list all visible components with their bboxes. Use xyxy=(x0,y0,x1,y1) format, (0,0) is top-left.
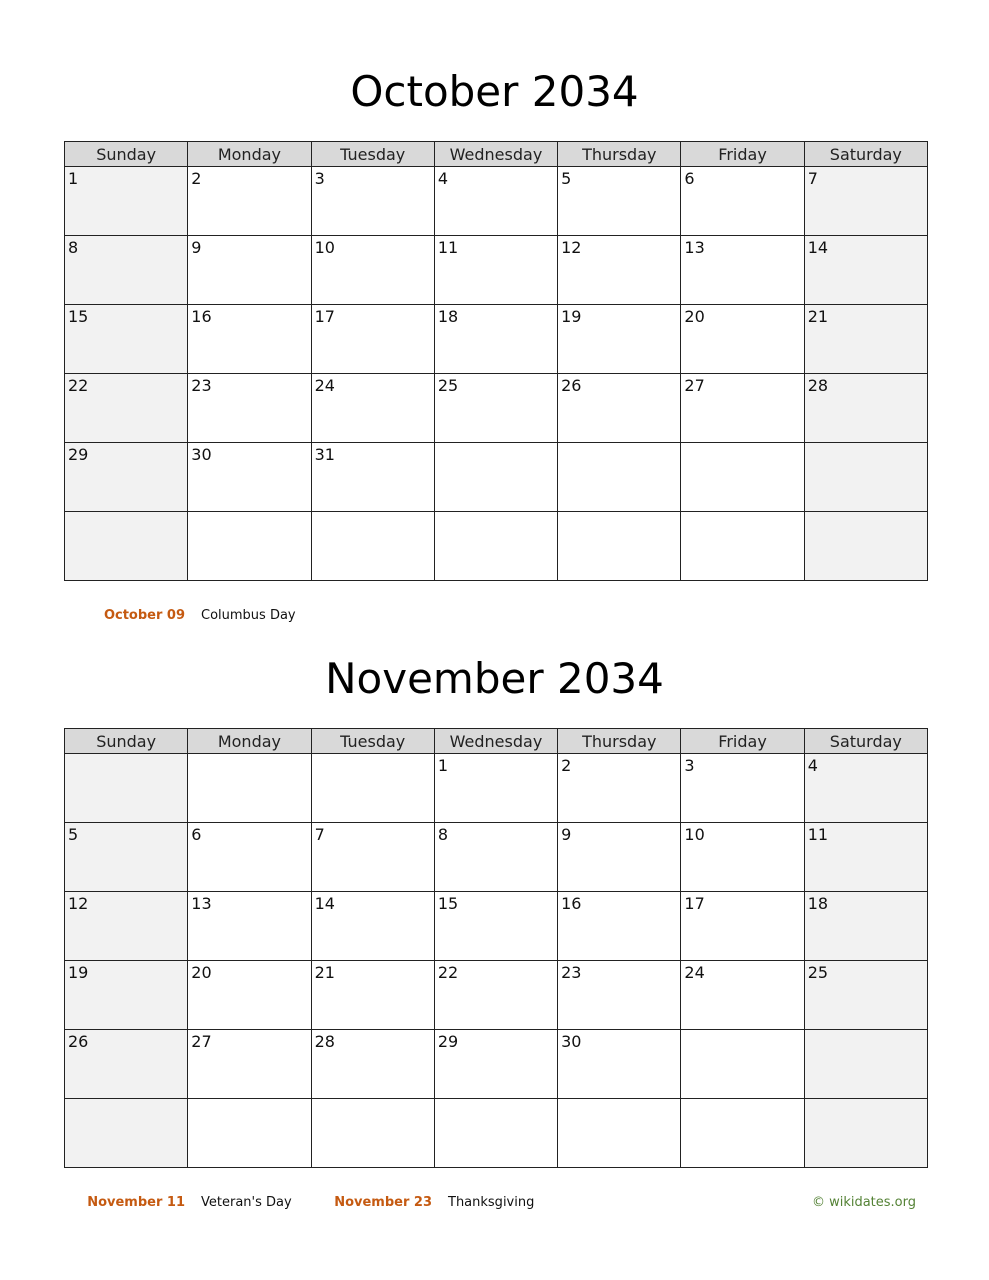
source-credit-link[interactable]: © wikidates.org xyxy=(811,1195,916,1210)
weekday-header: Thursday xyxy=(558,729,681,754)
week-row xyxy=(65,1099,928,1168)
day-number: 27 xyxy=(684,376,705,395)
day-number: 8 xyxy=(437,825,449,844)
holiday-date: November 23 xyxy=(334,1195,432,1210)
day-number: 26 xyxy=(68,1032,89,1051)
day-number: 9 xyxy=(561,825,572,844)
day-cell xyxy=(434,1030,557,1099)
day-number: 15 xyxy=(68,307,89,326)
week-row xyxy=(65,374,928,443)
day-cell xyxy=(804,1099,927,1168)
day-cell xyxy=(311,236,434,305)
week-row xyxy=(65,236,928,305)
day-cell xyxy=(65,512,188,581)
day-cell xyxy=(65,236,188,305)
day-number: 25 xyxy=(807,963,829,982)
weekday-header: Sunday xyxy=(65,142,188,167)
weekday-header: Tuesday xyxy=(311,142,434,167)
holiday-date: October 09 xyxy=(103,608,185,623)
day-number xyxy=(65,512,187,515)
day-number: 31 xyxy=(314,445,335,464)
day-number xyxy=(312,754,434,757)
day-cell xyxy=(558,443,681,512)
day-cell xyxy=(65,1099,188,1168)
day-number: 13 xyxy=(191,894,212,913)
day-number xyxy=(312,512,434,515)
day-number: 18 xyxy=(437,307,459,326)
day-number xyxy=(435,443,557,446)
day-number xyxy=(65,1099,187,1102)
day-cell xyxy=(681,236,804,305)
day-number: 3 xyxy=(684,756,695,775)
weekday-header: Sunday xyxy=(65,729,188,754)
day-cell xyxy=(681,305,804,374)
week-row xyxy=(65,305,928,374)
weekday-header: Saturday xyxy=(804,729,927,754)
day-number: 29 xyxy=(68,445,89,464)
weekday-header: Friday xyxy=(681,729,804,754)
day-cell xyxy=(311,1030,434,1099)
day-number: 4 xyxy=(437,169,449,188)
day-cell xyxy=(188,512,311,581)
day-number: 21 xyxy=(314,963,335,982)
week-row xyxy=(65,1030,928,1099)
day-number xyxy=(681,1030,803,1033)
day-cell xyxy=(65,443,188,512)
day-number: 16 xyxy=(191,307,212,326)
day-cell xyxy=(434,1099,557,1168)
day-cell xyxy=(681,961,804,1030)
day-number xyxy=(188,754,310,757)
day-cell xyxy=(188,443,311,512)
day-cell xyxy=(434,754,557,823)
day-cell xyxy=(188,1030,311,1099)
day-cell xyxy=(558,374,681,443)
day-cell xyxy=(311,892,434,961)
day-cell xyxy=(558,1030,681,1099)
month-title-november: November 2034 xyxy=(325,654,664,703)
day-number: 30 xyxy=(191,445,212,464)
day-cell xyxy=(311,754,434,823)
day-cell xyxy=(804,961,927,1030)
day-number xyxy=(805,1099,927,1102)
day-cell xyxy=(434,823,557,892)
day-number: 12 xyxy=(561,238,582,257)
day-number: 23 xyxy=(561,963,582,982)
day-number: 29 xyxy=(437,1032,459,1051)
day-number: 27 xyxy=(191,1032,212,1051)
day-cell xyxy=(65,1030,188,1099)
day-number xyxy=(558,443,680,446)
day-cell xyxy=(188,167,311,236)
day-cell xyxy=(681,167,804,236)
weekday-header: Thursday xyxy=(558,142,681,167)
day-cell xyxy=(681,1030,804,1099)
day-number: 10 xyxy=(314,238,335,257)
day-number: 1 xyxy=(437,756,449,775)
day-cell xyxy=(188,1099,311,1168)
day-number: 10 xyxy=(684,825,705,844)
day-cell xyxy=(681,1099,804,1168)
day-cell xyxy=(188,892,311,961)
day-number: 16 xyxy=(561,894,582,913)
day-number: 30 xyxy=(561,1032,582,1051)
day-cell xyxy=(804,305,927,374)
day-cell xyxy=(804,892,927,961)
day-number xyxy=(188,1099,310,1102)
day-number: 19 xyxy=(561,307,582,326)
month-title-october: October 2034 xyxy=(350,67,639,116)
day-number: 24 xyxy=(684,963,705,982)
day-cell xyxy=(558,754,681,823)
day-cell xyxy=(434,236,557,305)
day-cell xyxy=(65,305,188,374)
day-cell xyxy=(434,167,557,236)
day-cell xyxy=(434,305,557,374)
weekday-header: Wednesday xyxy=(434,729,557,754)
day-number: 21 xyxy=(807,307,829,326)
day-cell xyxy=(188,236,311,305)
calendar-grid-november xyxy=(64,728,928,1168)
day-cell xyxy=(65,374,188,443)
day-cell xyxy=(188,374,311,443)
day-cell xyxy=(65,823,188,892)
day-number: 18 xyxy=(807,894,829,913)
week-row xyxy=(65,167,928,236)
day-cell xyxy=(311,374,434,443)
day-number xyxy=(435,512,557,515)
day-number xyxy=(188,512,310,515)
day-cell xyxy=(434,374,557,443)
day-number xyxy=(681,512,803,515)
day-number: 5 xyxy=(68,825,79,844)
day-cell xyxy=(681,374,804,443)
day-number: 5 xyxy=(561,169,572,188)
day-cell xyxy=(188,823,311,892)
day-number: 28 xyxy=(314,1032,335,1051)
day-cell xyxy=(311,823,434,892)
day-cell xyxy=(311,512,434,581)
day-number: 22 xyxy=(437,963,459,982)
day-number: 11 xyxy=(807,825,829,844)
calendar-grid-october xyxy=(64,141,928,581)
weekday-header-row xyxy=(65,142,928,167)
weekday-header-row xyxy=(65,729,928,754)
day-number xyxy=(435,1099,557,1102)
week-row xyxy=(65,443,928,512)
day-number: 13 xyxy=(684,238,705,257)
day-number: 6 xyxy=(191,825,202,844)
day-cell xyxy=(804,374,927,443)
day-cell xyxy=(311,961,434,1030)
day-cell xyxy=(311,1099,434,1168)
day-number xyxy=(558,1099,680,1102)
week-row xyxy=(65,512,928,581)
week-row xyxy=(65,892,928,961)
day-cell xyxy=(558,961,681,1030)
week-row xyxy=(65,961,928,1030)
weekday-header: Monday xyxy=(188,142,311,167)
day-number: 26 xyxy=(561,376,582,395)
day-cell xyxy=(804,443,927,512)
day-cell xyxy=(311,305,434,374)
holiday-date: November 11 xyxy=(87,1195,185,1210)
day-cell xyxy=(558,236,681,305)
day-number xyxy=(312,1099,434,1102)
holiday-name: Thanksgiving xyxy=(448,1195,535,1210)
day-number: 23 xyxy=(191,376,212,395)
day-cell xyxy=(434,443,557,512)
week-row xyxy=(65,823,928,892)
day-number: 3 xyxy=(314,169,325,188)
day-number: 7 xyxy=(807,169,818,188)
day-cell xyxy=(804,236,927,305)
day-number: 12 xyxy=(68,894,89,913)
day-number: 8 xyxy=(68,238,79,257)
day-cell xyxy=(558,167,681,236)
day-number xyxy=(805,1030,927,1033)
day-number: 11 xyxy=(437,238,459,257)
day-number xyxy=(805,512,927,515)
day-number xyxy=(65,754,187,757)
day-cell xyxy=(188,961,311,1030)
holiday-name: Veteran's Day xyxy=(201,1195,292,1210)
weekday-header: Friday xyxy=(681,142,804,167)
weekday-header: Tuesday xyxy=(311,729,434,754)
day-cell xyxy=(434,892,557,961)
week-row xyxy=(65,754,928,823)
day-number xyxy=(681,1099,803,1102)
day-number: 15 xyxy=(437,894,459,913)
day-number: 25 xyxy=(437,376,459,395)
day-number: 20 xyxy=(191,963,212,982)
day-number xyxy=(681,443,803,446)
day-cell xyxy=(311,443,434,512)
weekday-header: Wednesday xyxy=(434,142,557,167)
day-cell xyxy=(681,892,804,961)
day-number: 14 xyxy=(807,238,829,257)
day-cell xyxy=(434,961,557,1030)
day-cell xyxy=(804,167,927,236)
day-cell xyxy=(558,892,681,961)
day-number: 24 xyxy=(314,376,335,395)
day-cell xyxy=(681,512,804,581)
day-cell xyxy=(558,305,681,374)
day-cell xyxy=(804,823,927,892)
day-cell xyxy=(558,512,681,581)
day-number: 6 xyxy=(684,169,695,188)
day-number: 19 xyxy=(68,963,89,982)
day-cell xyxy=(804,512,927,581)
day-cell xyxy=(804,754,927,823)
day-number: 22 xyxy=(68,376,89,395)
weekday-header: Monday xyxy=(188,729,311,754)
day-number: 28 xyxy=(807,376,829,395)
day-cell xyxy=(804,1030,927,1099)
day-number: 2 xyxy=(191,169,202,188)
day-cell xyxy=(558,1099,681,1168)
weekday-header: Saturday xyxy=(804,142,927,167)
day-cell xyxy=(65,892,188,961)
holiday-name: Columbus Day xyxy=(201,608,296,623)
day-number xyxy=(558,512,680,515)
day-cell xyxy=(311,167,434,236)
day-number: 17 xyxy=(684,894,705,913)
day-cell xyxy=(65,754,188,823)
day-number: 14 xyxy=(314,894,335,913)
day-number: 4 xyxy=(807,756,818,775)
day-cell xyxy=(188,305,311,374)
day-cell xyxy=(434,512,557,581)
day-cell xyxy=(681,443,804,512)
day-cell xyxy=(65,167,188,236)
day-number: 17 xyxy=(314,307,335,326)
day-number: 2 xyxy=(561,756,572,775)
day-number: 20 xyxy=(684,307,705,326)
day-cell xyxy=(681,754,804,823)
day-cell xyxy=(65,961,188,1030)
day-cell xyxy=(188,754,311,823)
day-number: 1 xyxy=(68,169,79,188)
day-number: 9 xyxy=(191,238,202,257)
day-cell xyxy=(558,823,681,892)
day-number: 7 xyxy=(314,825,325,844)
day-cell xyxy=(681,823,804,892)
day-number xyxy=(805,443,927,446)
